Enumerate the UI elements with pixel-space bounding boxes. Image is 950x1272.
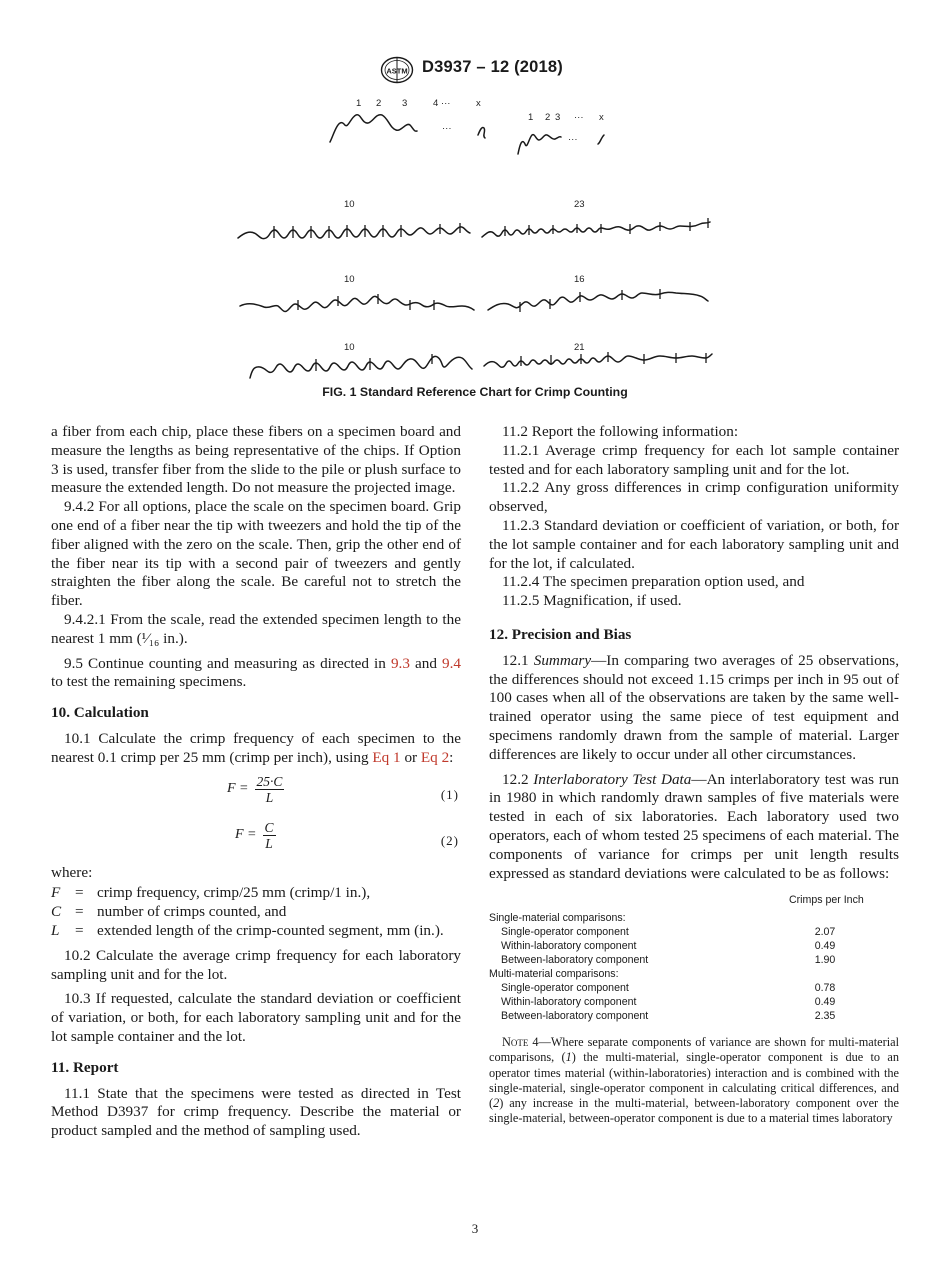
equation-2: [51, 820, 461, 860]
equation-numerator: C: [264, 819, 274, 835]
document-id: D3937 – 12 (2018): [422, 58, 563, 76]
ellipsis: ···: [568, 134, 578, 145]
ellipsis: ···: [442, 123, 452, 134]
equation-lhs: F =: [235, 826, 257, 842]
fiber-sample-top-left-end: [478, 127, 485, 138]
page-number: 3: [471, 1221, 479, 1236]
link-section-9-4[interactable]: 9.4: [442, 654, 461, 672]
paragraph-11-2-2: 11.2.2 Any gross differences in crimp configuration uniformity observed,: [489, 479, 899, 516]
paragraph-11-1: 11.1 State that the specimens were tested as directed in Test Method D3937 for crimp frequency. Describe the material or product sampled and the method of sampling used.: [51, 1084, 461, 1140]
table-row: Single-operator component 2.07: [501, 926, 836, 939]
equation-number: (2): [440, 832, 459, 848]
fiber-sample-row2-left: [240, 296, 474, 311]
variable-definition: C = number of crimps counted, and: [51, 903, 287, 921]
paragraph-11-2: 11.2 Report the following information:: [502, 423, 739, 440]
astm-logo-icon: [380, 56, 414, 84]
right-column: [489, 423, 899, 1126]
table-group-label: Multi-material comparisons:: [489, 968, 619, 981]
paragraph-10-3: 10.3 If requested, calculate the standard deviation or coefficient of variation, or both, for each laboratory sampling unit and for the lot sample container and the lot.: [51, 990, 461, 1045]
table-row: Single-operator component 0.78: [501, 982, 836, 995]
crimp-count-label: 10: [344, 199, 355, 210]
variable-definition: L = extended length of the crimp-counted segment, mm (in.).: [51, 921, 444, 939]
table-row: Between-laboratory component 1.90: [501, 954, 836, 967]
figure-caption: FIG. 1 Standard Reference Chart for Crimp Counting: [322, 385, 628, 399]
crimp-count-label: 21: [574, 342, 585, 353]
paragraph-11-2-3: 11.2.3 Standard deviation or coefficient of variation, or both, for the lot sample container and for each laboratory sampling unit and for the lot, if calculated.: [489, 516, 899, 572]
table-row: Within-laboratory component 0.49: [501, 996, 836, 1009]
crimp-label: 4 ···: [433, 98, 451, 109]
variance-components-table: [489, 893, 899, 1023]
paragraph-10-2: 10.2 Calculate the average crimp frequency for each laboratory sampling unit and for the lot.: [51, 946, 461, 983]
section-heading-precision-and-bias: 12. Precision and Bias: [489, 625, 632, 643]
section-heading-report: 11. Report: [51, 1058, 119, 1076]
variable-definition: F = crimp frequency, crimp/25 mm (crimp/1 in.),: [51, 884, 371, 902]
logo-text: ASTM: [386, 66, 408, 76]
crimp-count-label: 16: [574, 274, 585, 285]
note-label: Note 4: [502, 1035, 539, 1050]
fiber-sample-row1-right: [482, 222, 710, 237]
crimp-label: 3: [555, 112, 561, 123]
table-group-label: Single-material comparisons:: [489, 912, 626, 925]
equation-1: [51, 774, 461, 814]
crimp-reference-chart: [230, 88, 730, 380]
link-section-9-3[interactable]: 9.3: [390, 654, 410, 672]
crimp-label: 2: [376, 98, 382, 109]
link-eq-2[interactable]: Eq 2: [420, 748, 450, 766]
crimp-label: 3: [402, 98, 408, 109]
crimp-label: x: [599, 112, 604, 123]
paragraph-11-2-5: 11.2.5 Magnification, if used.: [502, 592, 682, 610]
paragraph-9-4-2-1: 9.4.2.1 From the scale, read the extended specimen length to the nearest 1 mm (¹⁄₁₆ in.).: [51, 610, 461, 647]
left-column: [51, 423, 461, 1141]
fiber-sample-top-right: [518, 135, 561, 154]
crimp-label: x: [476, 98, 481, 109]
equation-number: (1): [440, 786, 459, 802]
paragraph-9-5: 9.5 Continue counting and measuring as directed in 9.3 and 9.4 to test the remaining specimens.: [51, 654, 461, 691]
crimp-count-label: 10: [344, 342, 355, 353]
equation-lhs: F =: [227, 780, 249, 796]
paragraph-9-4-2: 9.4.2 For all options, place the scale on the specimen board. Grip one end of a fiber near the tip with tweezers and hold the tip of the fiber aligned with the zero on the scale. Then, grip the other end of the fiber near its tip with a second pair of tweezers and gently straighten the fiber along the scale. Be careful not to stretch the fiber.: [51, 498, 461, 610]
equation-denominator: L: [265, 789, 274, 805]
section-heading-calculation: 10. Calculation: [51, 704, 149, 722]
where-label: where:: [51, 863, 93, 881]
table-row: Between-laboratory component 2.35: [501, 1010, 836, 1023]
crimp-count-label: 10: [344, 274, 355, 285]
fiber-sample-top-right-end: [598, 135, 604, 144]
crimp-label: 1: [356, 98, 362, 109]
fiber-sample-top-left: [330, 115, 417, 142]
fiber-sample-row3-left: [250, 356, 472, 378]
table-header: Crimps per Inch: [789, 894, 864, 907]
paragraph-12-1: 12.1 Summary—In comparing two averages of 25 observations, the differences should not exceed 1.15 crimps per inch in 95 out of 100 cases when all of the observations are taken by the same well-trained operator using the same piece of test equipment and specimens randomly drawn from the sample of material. Larger differences are likely to occur under all other circumstances.: [489, 651, 900, 763]
variable-definitions: [51, 884, 461, 940]
fiber-sample-row1-left: [238, 227, 470, 239]
crimp-label: ···: [574, 112, 584, 123]
crimp-label: 1: [528, 112, 534, 123]
table-row: Within-laboratory component 0.49: [501, 940, 836, 953]
equation-numerator: 25·C: [256, 773, 283, 789]
paragraph-10-1: 10.1 Calculate the crimp frequency of each specimen to the nearest 0.1 crimp per 25 mm (crimp per inch), using Eq 1 or Eq 2:: [51, 729, 461, 766]
paragraph-11-2-1: 11.2.1 Average crimp frequency for each lot sample container tested and for each laboratory sampling unit and for the lot.: [489, 441, 899, 478]
fiber-sample-row2-right: [488, 292, 708, 310]
link-eq-1[interactable]: Eq 1: [372, 748, 401, 766]
paragraph-continued: a fiber from each chip, place these fibers on a specimen board and measure the lengths as being representative of the chips. If Option 3 is used, transfer fiber from the slide to the pile or plush surface to measure the extended length. Do not measure the projected image.: [51, 423, 461, 497]
equation-denominator: L: [265, 835, 273, 851]
crimp-count-label: 23: [574, 199, 585, 210]
crimp-label: 2: [545, 112, 551, 123]
paragraph-12-2: 12.2 Interlaboratory Test Data—An interlaboratory test was run in 1980 in which randomly drawn samples of five materials were tested in each of six laboratories. Each laboratory used two operators, each of whom tested 25 specimens of each material. The components of variance for crimps per unit length results expressed as standard deviations were calculated to be as follows:: [489, 770, 899, 882]
page-header: [0, 56, 950, 84]
paragraph-11-2-4: 11.2.4 The specimen preparation option used, and: [502, 573, 805, 591]
fiber-sample-row3-right: [484, 354, 712, 367]
note-4: Note 4—Where separate components of variance are shown for multi-material comparisons, (1) the multi-material, single-operator component is due to an operator times material (within-laboratories) interaction and is combined with the single-material, single-operator component in calculating critical differences, and (2) any increase in the multi-material, between-laboratory component over the single-material, between-operator component is due to a material times laboratory: [489, 1035, 899, 1125]
